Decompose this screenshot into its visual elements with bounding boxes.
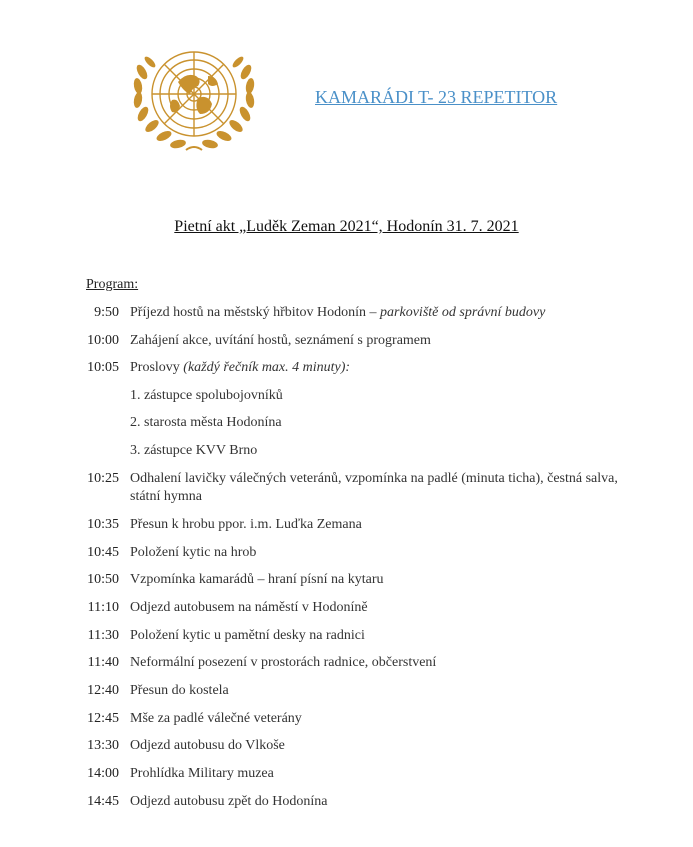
schedule-time: 10:05 — [87, 360, 119, 375]
schedule-text: 1. zástupce spolubojovníků — [130, 388, 283, 403]
schedule-time: 12:45 — [87, 711, 119, 726]
schedule-time: 13:30 — [87, 738, 119, 753]
schedule-time: 14:00 — [87, 766, 119, 781]
schedule-time: 11:30 — [87, 628, 119, 643]
schedule-time: 10:45 — [87, 545, 119, 560]
schedule-text: Neformální posezení v prostorách radnice, občerstvení — [130, 655, 437, 670]
schedule-time: 14:45 — [87, 794, 119, 809]
schedule-time: 10:50 — [87, 572, 119, 587]
schedule-time: 11:10 — [87, 600, 119, 615]
schedule-time: 10:00 — [87, 333, 119, 348]
schedule-text: Vzpomínka kamarádů – hraní písní na kytaru — [130, 572, 384, 587]
schedule-text: Položení kytic u pamětní desky na radnici — [130, 628, 365, 643]
org-title-link[interactable]: KAMARÁDI T- 23 REPETITOR — [315, 87, 558, 107]
schedule-time: 10:35 — [87, 517, 119, 532]
schedule-text: Odhalení lavičky válečných veteránů, vzpomínka na padlé (minuta ticha), čestná salva, státní hymna — [130, 471, 618, 504]
schedule-time: 12:40 — [87, 683, 119, 698]
schedule-text: 2. starosta města Hodonína — [130, 415, 282, 430]
schedule-text: Položení kytic na hrob — [130, 545, 257, 560]
schedule-text: Prohlídka Military muzea — [130, 766, 274, 781]
schedule-text: Odjezd autobusu do Vlkoše — [130, 738, 285, 753]
schedule-note: parkoviště od správní budovy — [380, 305, 546, 320]
schedule-text: Odjezd autobusem na náměstí v Hodoníně — [130, 600, 368, 615]
schedule-text: Příjezd hostů na městský hřbitov Hodonín – parkoviště od správní budovy — [130, 305, 546, 320]
schedule-text: Odjezd autobusu zpět do Hodonína — [130, 794, 328, 809]
schedule-note: (každý řečník max. 4 minuty): — [183, 360, 351, 375]
schedule-text: Mše za padlé válečné veterány — [130, 711, 302, 726]
schedule-time: 10:25 — [87, 471, 119, 486]
document-title: Pietní akt „Luděk Zeman 2021“, Hodonín 31. 7. 2021 — [174, 218, 519, 235]
program-label: Program: — [86, 277, 139, 292]
schedule-text: 3. zástupce KVV Brno — [130, 443, 258, 458]
schedule-text: Proslovy (každý řečník max. 4 minuty): — [130, 360, 351, 375]
schedule-time: 9:50 — [94, 305, 119, 320]
schedule-text: Zahájení akce, uvítání hostů, seznámení s programem — [130, 333, 431, 348]
schedule-text: Přesun k hrobu ppor. i.m. Luďka Zemana — [130, 517, 362, 532]
schedule-text: Přesun do kostela — [130, 683, 229, 698]
schedule-time: 11:40 — [87, 655, 119, 670]
